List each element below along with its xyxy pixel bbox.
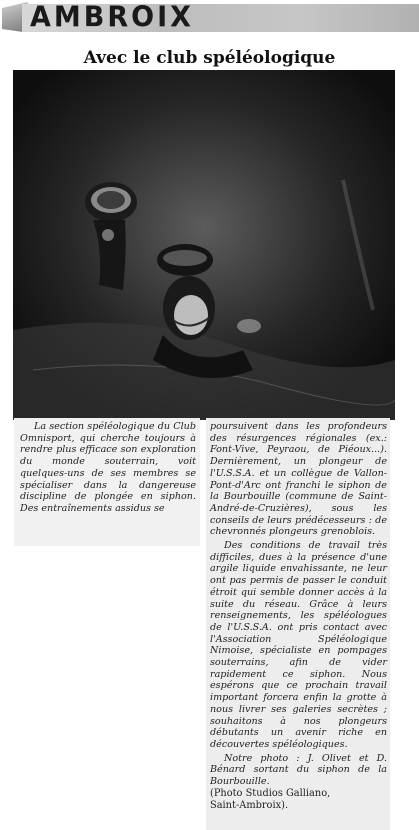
article-headline: Avec le club spéléologique: [83, 48, 336, 68]
photo-credit-line1: (Photo Studios Galliano,: [210, 787, 331, 799]
newspaper-clipping: [0, 38, 419, 811]
article-paragraph: Des conditions de travail très difficiles, dues à la présence d'une argile liquide envahissante, ne leur ont pas permis de passer le conduit étroit qui semble donner accès à la suite du réseau. Grâce à leurs renseignements, les spéléologues de l'U.S.S.A. ont pris contact avec l'Association Spéléologique Nimoise, spécialiste en pompages souterrains, afin de vider rapidement ce siphon. Nous espérons que ce prochain travail important forcera enfin la grotte à nous livrer ses galeries secrètes ; souhaitons à nos plongeurs débutants un avenir riche en découvertes spéléologiques.: [210, 540, 387, 750]
article-column-left: [14, 418, 200, 546]
newspaper-section-title: AMBROIX: [30, 1, 194, 34]
cave-divers-photo: [13, 70, 395, 420]
photo-credit-line2: Saint-Ambroix).: [210, 799, 289, 811]
article-paragraph: La section spéléologique du Club Omnisport, qui cherche toujours à rendre plus efficace son exploration du monde souterrain, voit quelques-uns de ses membres se spécialiser dans la dangereuse discipline de plongée en siphon. Des entraînements assidus se: [20, 421, 196, 514]
article-paragraph: poursuivent dans les profondeurs des résurgences régionales (ex.: Font-Vive, Peyraou, de Piéoux...). Dernièrement, un plongeur de l'U.S.S.A. et un collègue de Vallon-Pont-d'Arc ont franchi le siphon de la Bourbouille (commune de Saint-André-de-Cruzières), sous les conseils de leurs prédécesseurs : de chevronnés plongeurs grenoblois.: [210, 421, 387, 538]
article-column-right: [206, 418, 390, 830]
newspaper-header: [0, 0, 419, 38]
photo-caption: Notre photo : J. Olivet et D. Bénard sortant du siphon de la Bourbouille.: [210, 752, 387, 788]
article-photo: [13, 70, 395, 420]
